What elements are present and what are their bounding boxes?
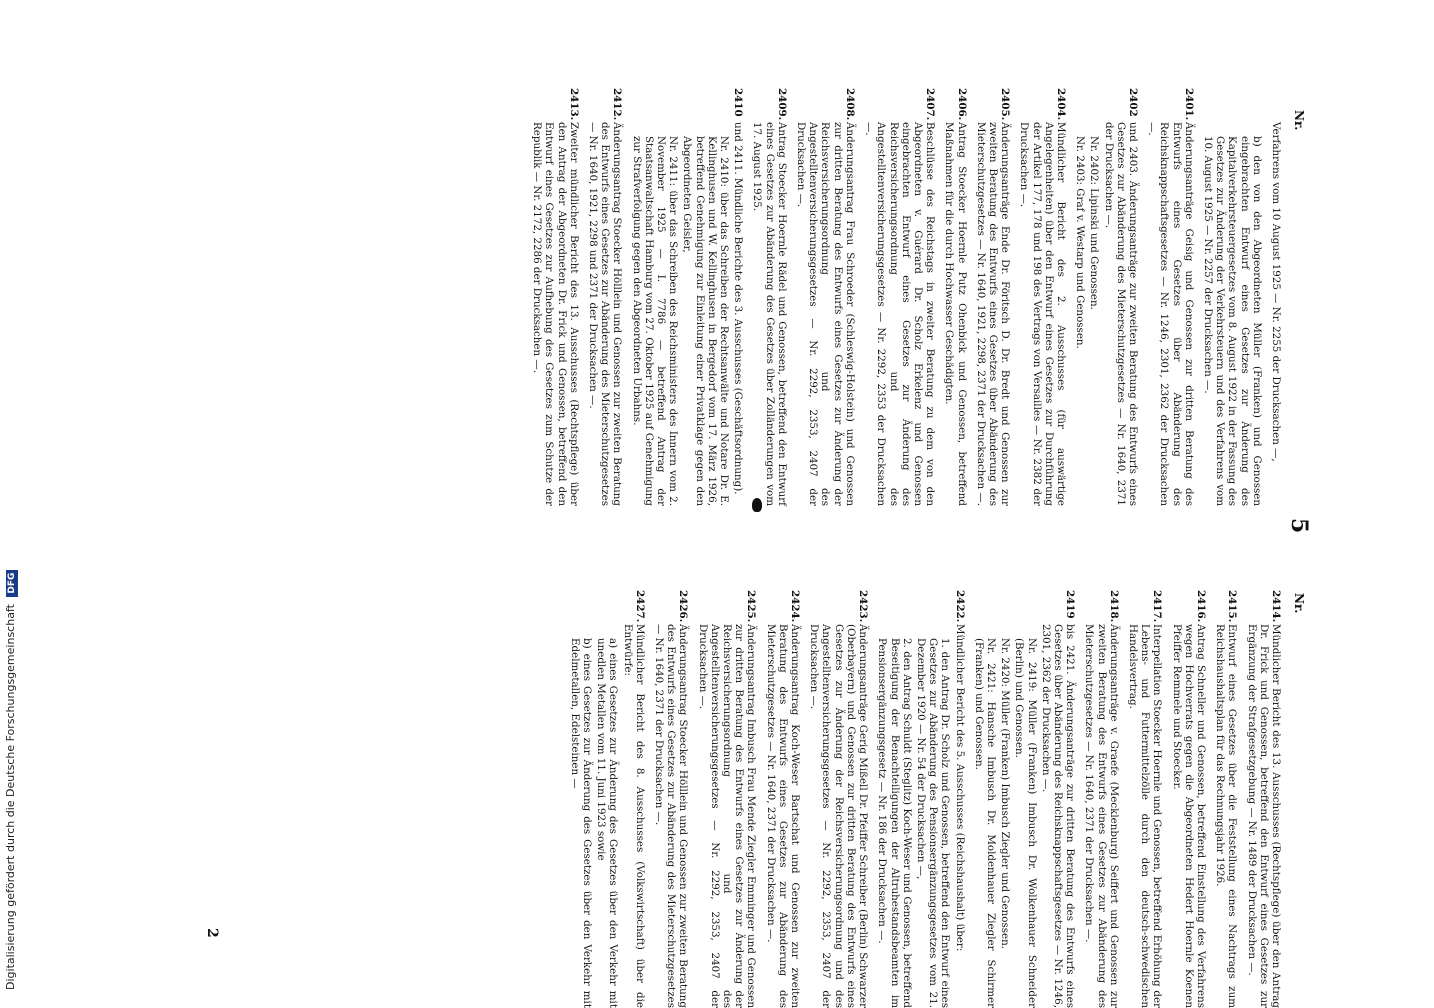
entry-number: 2414. xyxy=(1270,590,1282,623)
document-entry xyxy=(762,590,801,1008)
header-nr-right: Nr. xyxy=(1292,593,1306,614)
entry-line: Änderungsantrag Stoecker Hölllein und Genossen zur zweiten Beratung des Entwurfs eines Gesetzes zur Abänderung des Mieterschutzgesetzes — Nr. 1640, 1921, 2298 und 2371 der Drucksachen —. xyxy=(587,122,624,506)
digitization-note-strip xyxy=(0,0,22,1000)
entry-line: 1. den Antrag Dr. Scholz und Genossen, betreffend den Entwurf eines Gesetzes zur Abänderung des Pensionsergänzungsgesetzes vom 21. Dezember 1920 — Nr. 54 der Drucksachen —, xyxy=(914,638,952,1008)
entry-line: Nr. 2411: über das Schreiben des Reichsministers des Innern vom 2. November 1925 — I. 7786 — betreffend Antrag der Staatsanwaltschaft Hamburg vom 27. Oktober 1925 auf Genehmigung zur Strafverfolgung gegen den Abgeordneten Urbahns. xyxy=(630,136,680,506)
entry-number xyxy=(1268,88,1282,122)
entry-text xyxy=(1125,624,1164,1008)
entry-line: Nr. 2402: Lipinski und Genossen. xyxy=(1088,136,1101,310)
document-entry xyxy=(1212,590,1238,1008)
entry-line: und 2403. Änderungsanträge zur zweiten Beratung des Entwurfs eines Gesetzes zur Abänderung des Mieterschutzgesetzes — Nr. 1640, 2371 der Drucksachen —. xyxy=(1102,122,1139,506)
header-nr-left: Nr. xyxy=(1292,110,1306,131)
entry-line: Nr. 2419: Müller (Franken) Imbusch Dr. Wolkenhauer Schneider (Berlin) und Genossen. xyxy=(1013,638,1038,1008)
entry-text xyxy=(1016,122,1067,506)
ink-mark xyxy=(752,498,762,512)
document-entry xyxy=(971,590,1077,1008)
entry-number xyxy=(1200,88,1263,122)
document-entry xyxy=(973,88,1012,506)
entry-line: Änderungsantrag Stoecker Hölllein und Genossen zur zweiten Beratung des Entwurfs eines Gesetzes zur Abänderung des Mieterschutzgesetzes — Nr. 1640, 2371 der Drucksachen —. xyxy=(653,624,690,1008)
entry-line: Antrag Stoecker Hoernle Rädel und Genossen, betreffend den Entwurf eines Gesetzes zur Abänderung des Gesetzes über Zolländerungen vom 17. August 1925. xyxy=(751,122,788,506)
entry-line: Änderungsanträge Ende Dr. Föritsch D. Dr. Bredt und Genossen zur zweiten Beratung des Entwurfs eines Gesetzes über Abänderung des Mieterschutzgesetzes — Nr. 1640, 1921, 2298, 2371 der Drucksachen —. xyxy=(974,122,1012,506)
entry-text xyxy=(874,624,965,1008)
entry-line: Mündlicher Bericht des 13. Ausschusses (Rechtspflege) über den Antrag Dr. Frick und Genossen, betreffend den Entwurf eines Gesetzes zur Ergänzung der Strafgesetzgebung — Nr. 1489 der Drucksachen —. xyxy=(1245,624,1282,1008)
entry-number: 2402 xyxy=(1126,88,1139,117)
entry-text xyxy=(1168,624,1207,1008)
entry-text xyxy=(749,122,788,506)
entry-number: 2410 xyxy=(732,88,745,117)
entry-number: 2424. xyxy=(789,590,802,623)
entry-text xyxy=(1072,122,1139,506)
document-entry xyxy=(874,590,965,1008)
entry-text xyxy=(1212,624,1238,1008)
entry-line: Antrag Stoecker Hoernle Putz Ohenbick und Genossen, betreffend Maßnahmen für die durch Hochwasser Geschädigten. xyxy=(943,122,968,506)
document-entry xyxy=(1125,590,1164,1008)
entry-line: Nr. 2410: über das Schreiben der Rechtsanwälte und Notare Dr. E. Kellinghusen und W. Kellinghusen in Bergedorf vom 17. März 1926, betreffend Genehmigung zur Einleitung einer Privatklage gegen den Abgeordneten Geisler, xyxy=(681,136,731,506)
entry-line: b) den von den Abgeordneten Müller (Franken) und Genossen eingebrachten Entwurf eines Gesetzes zur Änderung des Kapitalverkehrsteuergesetzes vom 8. August 1922 in der Fassung des Gesetzes zur Änderung der Verkehrsteuern und des Verfahrens vom 10. August 1925 — Nr. 2257 der Drucksachen —. xyxy=(1201,136,1263,506)
entry-text xyxy=(762,624,801,1008)
entry-line: 2. den Antrag Schuldt (Steglitz) Koch-Weser und Genossen, betreffend Beseitigung der Benachteiligungen der Altruhestandsbeamten im Pensionsergänzungsgesetz — Nr. 186 der Drucksachen —. xyxy=(876,638,913,1008)
document-entry xyxy=(585,88,624,506)
document-entry xyxy=(793,88,856,506)
entry-number: 2418. xyxy=(1107,590,1120,623)
document-entry xyxy=(1081,590,1120,1008)
dfg-logo: DFG xyxy=(6,570,18,597)
entry-text xyxy=(971,624,1077,1008)
entry-number: 2417. xyxy=(1151,590,1164,623)
entry-line: Nr. 2421: Hansche Imbusch Dr. Moldenhauer Ziegler Schirmer (Franken) und Genossen. xyxy=(972,638,997,1008)
entry-number: 2401. xyxy=(1182,88,1195,121)
page-number: 5 xyxy=(1286,518,1312,534)
entry-line: Mündlicher Bericht des 8. Ausschusses (Volkswirtschaft) über die Entwürfe: xyxy=(621,624,646,1008)
entry-text xyxy=(941,122,967,506)
entry-line: Verfahrens vom 10 August 1925 — Nr. 2255 der Drucksachen —, xyxy=(1270,122,1282,462)
entry-number: 2404. xyxy=(1054,88,1067,121)
entry-text xyxy=(585,122,624,506)
document-entry xyxy=(1168,590,1207,1008)
entry-number: 2413. xyxy=(567,88,580,121)
entry-text xyxy=(973,122,1012,506)
entry-line: Zweiter mündlicher Bericht des 13. Ausschusses (Rechtspflege) über den Antrag der Abgeordneten Dr. Frick und Genossen, betreffend den Entwurf eines Gesetzes zur Aufhebung des Gesetzes zum Schutze der Republik — Nr. 2172, 2286 der Drucksachen —. xyxy=(531,122,580,506)
entry-line: Änderungsanträge Gerig Mißell Dr. Pfeiffer Schreiber (Berlin) Schwarzer (Oberbayern) und Genossen zur dritten Beratung des Entwurfs eines Gesetzes zur Änderung der Reichsversicherungsordnung und des Angestelltenversicherungsgesetzes — Nr. 2292, 2353, 2407 der Drucksachen —. xyxy=(808,624,870,1008)
entry-text xyxy=(806,624,869,1008)
document-entry xyxy=(1200,88,1263,506)
entry-text xyxy=(861,122,936,506)
entry-line: bis 2421. Änderungsanträge zur dritten Beratung des Entwurfs eines Gesetzes über Abänderung des Reichsknappschaftsgesetzes — Nr. 1246, 2301, 2362 der Drucksachen —. xyxy=(1039,624,1077,1008)
entry-text xyxy=(1081,624,1120,1008)
document-entry xyxy=(1144,88,1195,506)
entry-line: a) eines Gesetzes zur Änderung des Gesetzes über den Verkehr mit unedlen Metallen vom 11. Juni 1923 sowie xyxy=(595,638,620,1008)
entry-number: 2415. xyxy=(1226,590,1239,623)
entry-line: Interpellation Stoecker Hoernle und Genossen, betreffend Erhöhung der Lebens- und Futtermittelzölle durch den deutsch-schwedischen Handelsvertrag. xyxy=(1126,624,1164,1008)
entry-line: Entwurf eines Gesetzes über die Feststellung eines Nachtrags zum Reichshaushaltsplan für das Rechnungsjahr 1926. xyxy=(1214,624,1239,1008)
entry-text xyxy=(1144,122,1195,506)
entry-line: b) eines Gesetzes zur Änderung des Gesetzes über den Verkehr mit Edelmetallen, Edelsteinen — xyxy=(568,638,594,1008)
document-entry xyxy=(749,88,788,506)
document-entry xyxy=(567,590,646,1008)
entry-line: Beschlüsse des Reichstags in zweiter Beratung zu dem von den Abgeordneten v. Guérard Dr. Scholz Erkelenz und Genossen eingebrachten Entwurf eines Gesetzes zur Änderung des Reichsversicherungsordnung und des Angestelltenversicherungsgesetzes — Nr. 2292, 2353 der Drucksachen —. xyxy=(863,122,937,506)
entry-number: 2416. xyxy=(1194,590,1207,623)
entry-line: Nr. 2403: Graf v. Westarp und Genossen. xyxy=(1074,136,1087,349)
right-column xyxy=(562,590,1282,1008)
entry-line: Mündlicher Bericht des 2. Ausschusses (für auswärtige Angelegenheiten) über den Entwurf eines Gesetzes zur Durchführung der Artikel 177, 178 und 198 des Vertrags von Versailles — Nr. 2382 der Drucksachen —. xyxy=(1018,122,1067,506)
document-entry xyxy=(1243,590,1282,1008)
entry-text xyxy=(529,122,580,506)
entry-line: Änderungsantrag Koch-Weser Bartschat und Genossen zur zweiten Beratung des Entwurfs eines Gesetzes zur Abänderung des Mieterschutzgesetzes — Nr. 1640, 2371 der Drucksachen —. xyxy=(764,624,802,1008)
entry-text xyxy=(567,624,646,1008)
footer-page-mark: 2 xyxy=(204,928,220,938)
entry-line: Änderungsantrag Frau Schroeder (Schleswig-Holstein) und Genossen zur dritten Beratung des Entwurfs eines Gesetzes zur Änderung der Reichsversicherungsordnung und des Angestelltenversicherungsgesetzes — Nr. 2292, 2353, 2407 der Drucksachen —. xyxy=(795,122,856,506)
entry-line: und 2411. Mündliche Berichte des 3. Ausschusses (Geschäftsordnung). xyxy=(732,122,745,495)
entry-number: 2408. xyxy=(843,88,856,121)
entry-line: Nr. 2420: Müller (Franken) Imbusch Ziegler und Genossen. xyxy=(999,638,1012,950)
document-entry xyxy=(806,590,869,1008)
left-column xyxy=(524,88,1282,506)
entry-line: Mündlicher Bericht des 5. Ausschusses (Reichshaushalt) über: xyxy=(953,624,966,952)
entry-text xyxy=(694,624,757,1008)
entry-line: Änderungsantrag Imbusch Frau Mende Ziegler Emminger und Genossen zur dritten Beratung des Entwurfs eines Gesetzes zur Änderung der Reichsversicherungsordnung und des Angestelltenversicherungsgesetzes — Nr. 2292, 2353, 2407 der Drucksachen —. xyxy=(696,624,758,1008)
entry-number: 2405. xyxy=(999,88,1012,121)
entry-number: 2422. xyxy=(953,590,966,623)
document-entry xyxy=(1072,88,1139,506)
entry-line: Änderungsanträge v. Graefe (Mecklenburg) Seiffert und Genossen zur zweiten Beratung des Entwurfs eines Gesetzes zur Abänderung des Mieterschutzgesetzes — Nr. 1640, 2371 der Drucksachen —. xyxy=(1083,624,1120,1008)
entry-text xyxy=(1268,122,1282,506)
document-entry xyxy=(861,88,936,506)
document-entry xyxy=(941,88,967,506)
entry-number: 2426. xyxy=(677,590,690,623)
entry-text xyxy=(628,122,744,506)
entry-number: 2409. xyxy=(775,88,788,121)
document-entry xyxy=(651,590,690,1008)
entry-text xyxy=(1200,122,1263,506)
entry-number: 2419 xyxy=(1064,590,1077,619)
entry-line: Antrag Schneller und Genossen, betreffend Einstellung des Verfahrens wegen Hochverrats gegen die Abgeordneten Hedert Hoernle Koenen Pfeiffer Remmele und Stoecker. xyxy=(1170,624,1207,1008)
entry-number: 2406. xyxy=(955,88,968,121)
document-entry xyxy=(628,88,744,506)
entry-number: 2425. xyxy=(745,590,758,623)
entry-number: 2407. xyxy=(924,88,937,121)
digitization-note xyxy=(4,570,18,990)
digitization-note-text: Digitalisierung gefördert durch die Deutsche Forschungsgemeinschaft xyxy=(4,604,17,990)
page-header xyxy=(1280,88,1310,1008)
document-entry xyxy=(1016,88,1067,506)
entry-line: Änderungsanträge Geisig und Genossen zur dritten Beratung des Entwurfs eines Gesetzes über Abänderung des Reichsknappschaftsgesetzes — Nr. 1246, 2301, 2362 der Drucksachen —. xyxy=(1146,122,1195,506)
entry-number: 2427. xyxy=(633,590,646,623)
scanned-page xyxy=(200,88,1310,1008)
document-entry xyxy=(1268,88,1282,506)
document-entry xyxy=(694,590,757,1008)
entry-number: 2423. xyxy=(857,590,870,623)
entry-text xyxy=(1243,624,1282,1008)
entry-text xyxy=(651,624,690,1008)
entry-text xyxy=(793,122,856,506)
document-entry xyxy=(529,88,580,506)
entry-number: 2412. xyxy=(611,88,624,121)
